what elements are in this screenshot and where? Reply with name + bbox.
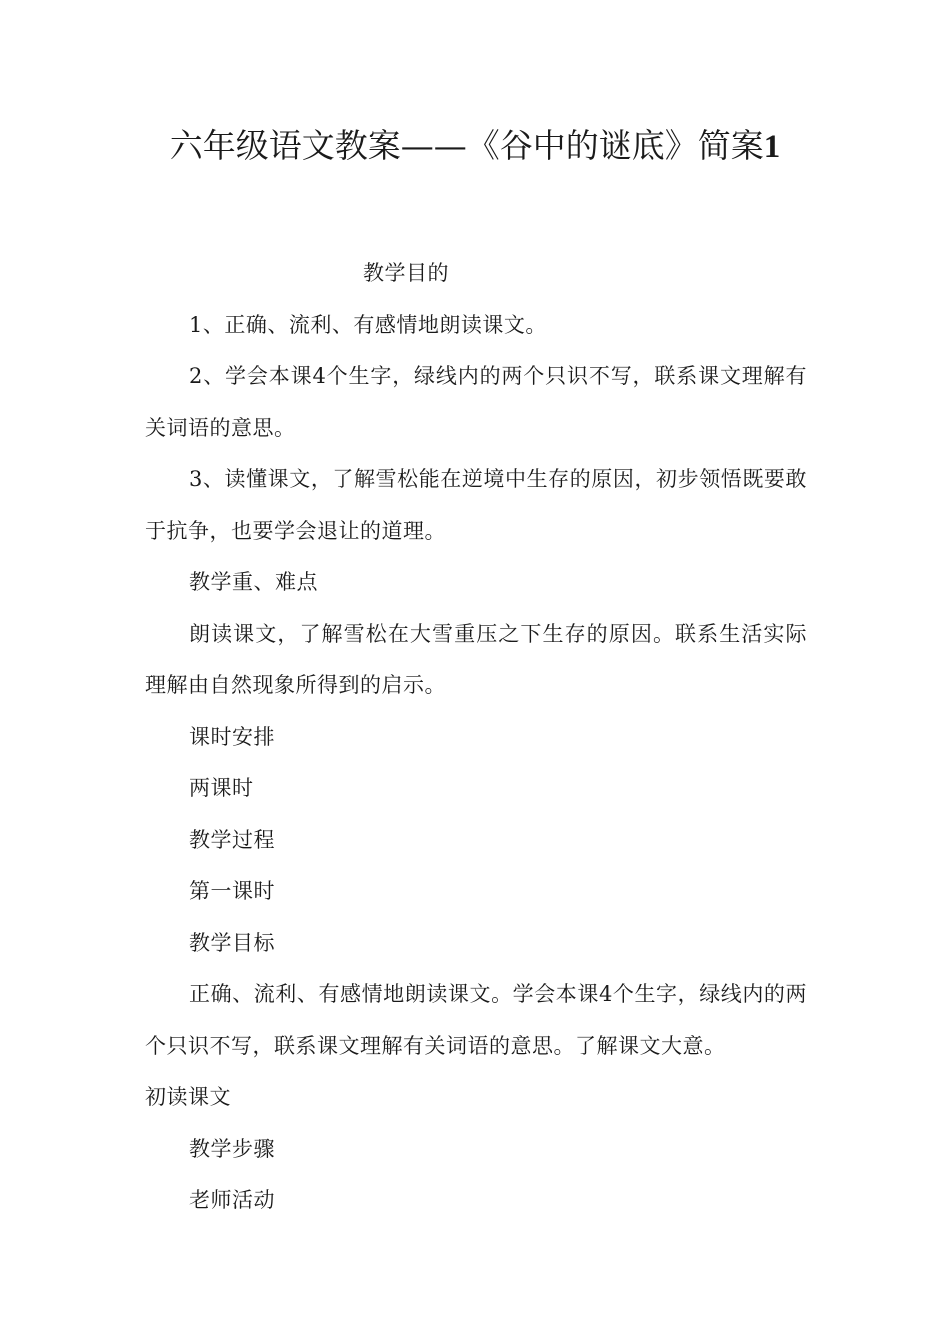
- title-number: 1: [763, 129, 781, 165]
- goal-item-3: 3、读懂课文，了解雪松能在逆境中生存的原因，初步领悟既要敢于抗争，也要学会退让的道理。: [145, 467, 807, 543]
- section-heading-steps: 教学步骤: [189, 1136, 275, 1161]
- section-heading-lesson-goals: 教学目标: [189, 930, 275, 955]
- title-text: 六年级语文教案——《谷中的谜底》简案: [169, 126, 764, 165]
- goal-item-2: 2、学会本课4个生字，绿线内的两个只识不写，联系课文理解有关词语的意思。: [145, 364, 807, 440]
- document-body: [145, 248, 807, 1227]
- section-heading-schedule: 课时安排: [189, 724, 275, 749]
- schedule-text: 两课时: [189, 776, 254, 800]
- document-title: [0, 124, 950, 169]
- section-heading-key-points: 教学重、难点: [189, 570, 318, 594]
- lesson-goals-text: 正确、流利、有感情地朗读课文。学会本课4个生字，绿线内的两个只识不写，联系课文理解有关词语的意思。了解课文大意。: [145, 982, 807, 1058]
- goal-item-1: 1、正确、流利、有感情地朗读课文。: [189, 312, 547, 337]
- section-heading-process: 教学过程: [189, 827, 275, 852]
- section-heading-teaching-goals: 教学目的: [363, 261, 449, 285]
- first-reading-heading: 初读课文: [145, 1085, 231, 1109]
- key-points-text: 朗读课文，了解雪松在大雪重压之下生存的原因。联系生活实际理解由自然现象所得到的启示。: [145, 621, 807, 697]
- first-lesson-heading: 第一课时: [189, 879, 275, 903]
- teacher-activity-heading: 老师活动: [189, 1188, 275, 1212]
